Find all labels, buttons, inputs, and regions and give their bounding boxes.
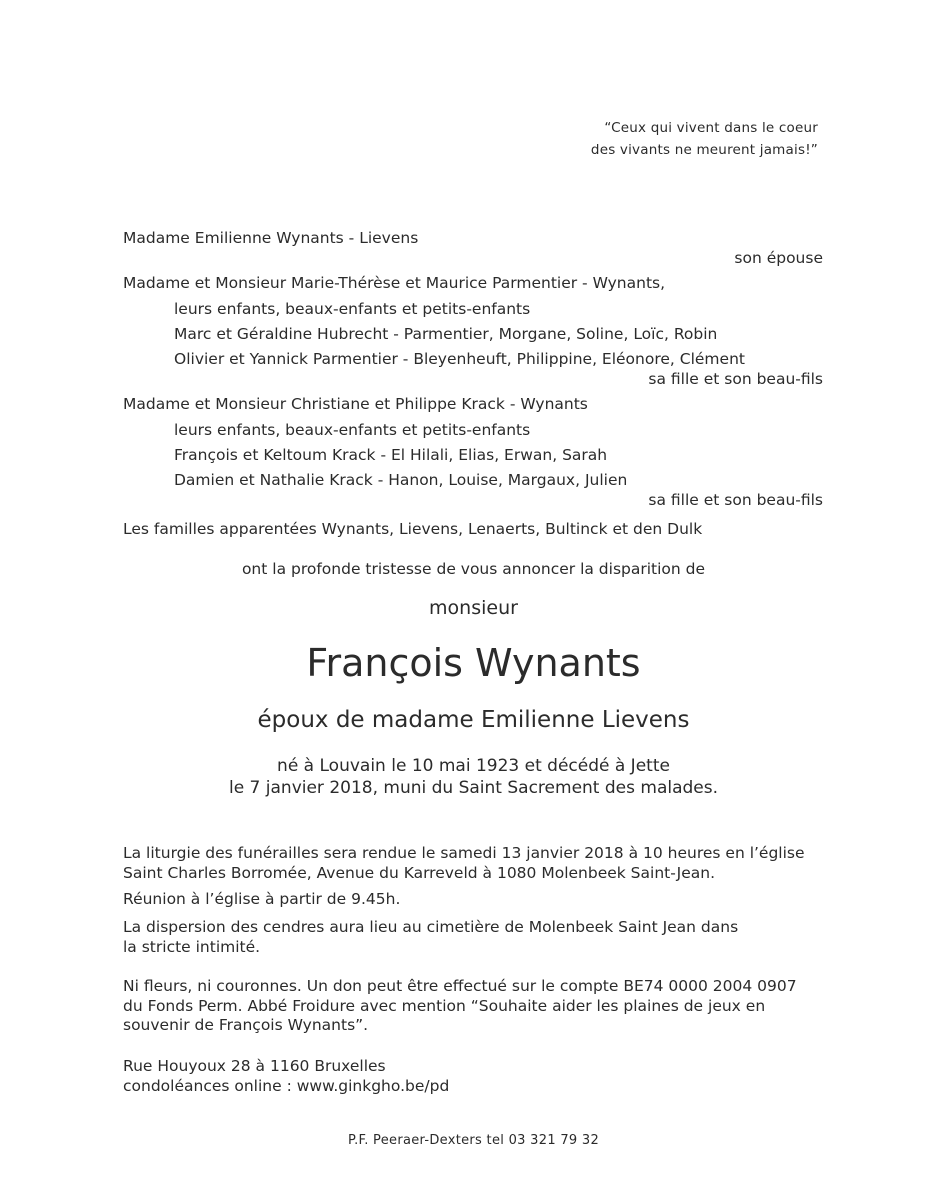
meeting-line: Réunion à l’église à partir de 9.45h.: [123, 890, 401, 908]
family-daughter1-line-b: Olivier et Yannick Parmentier - Bleyenheuft, Philippine, Eléonore, Clément: [174, 350, 745, 368]
ashes-line-2: la stricte intimité.: [123, 937, 261, 956]
family-daughter2-name: Madame et Monsieur Christiane et Philippe Krack - Wynants: [123, 395, 588, 413]
announcement-spouse: époux de madame Emilienne Lievens: [257, 707, 690, 733]
address-line: Rue Houyoux 28 à 1160 Bruxelles: [123, 1057, 386, 1075]
announcement-title: monsieur: [429, 597, 518, 619]
liturgy-line-2: Saint Charles Borromée, Avenue du Karreveld à 1080 Molenbeek Saint-Jean.: [123, 863, 716, 882]
family-daughter2-relation: sa fille et son beau-fils: [648, 491, 823, 509]
ashes-paragraph: [123, 918, 833, 957]
announcement-dates: [0, 755, 947, 799]
liturgy-paragraph: [123, 844, 833, 883]
family-daughter1-relation: sa fille et son beau-fils: [648, 370, 823, 388]
contact-paragraph: [123, 1057, 833, 1096]
dates-line-2: le 7 janvier 2018, muni du Saint Sacrement des malades.: [228, 778, 719, 798]
family-daughter2-line-b: Damien et Nathalie Krack - Hanon, Louise, Margaux, Julien: [174, 471, 628, 489]
deceased-name: François Wynants: [306, 641, 641, 685]
family-spouse-name: Madame Emilienne Wynants - Lievens: [123, 229, 419, 247]
family-daughter1-line-a: Marc et Géraldine Hubrecht - Parmentier, Morgane, Soline, Loïc, Robin: [174, 325, 718, 343]
dates-line-1: né à Louvain le 10 mai 1923 et décédé à Jette: [277, 756, 670, 776]
condolences-line: condoléances online : www.ginkgho.be/pd: [123, 1076, 450, 1095]
liturgy-line-1: La liturgie des funérailles sera rendue le samedi 13 janvier 2018 à 10 heures en l’église: [123, 844, 805, 862]
donation-paragraph: [123, 977, 833, 1036]
donation-line-1: Ni fleurs, ni couronnes. Un don peut être effectué sur le compte BE74 0000 2004 0907: [123, 977, 797, 995]
epigraph-line-2: des vivants ne meurent jamais!”: [590, 142, 818, 158]
family-related: Les familles apparentées Wynants, Lievens, Lenaerts, Bultinck et den Dulk: [123, 520, 703, 538]
family-daughter1-descendants: leurs enfants, beaux-enfants et petits-enfants: [174, 300, 531, 318]
funeral-home-footer: P.F. Peeraer-Dexters tel 03 321 79 32: [347, 1133, 600, 1148]
donation-line-3: souvenir de François Wynants”.: [123, 1016, 369, 1034]
family-spouse-relation: son épouse: [734, 249, 823, 267]
announcement-intro: ont la profonde tristesse de vous annoncer la disparition de: [241, 560, 706, 578]
family-daughter1-name: Madame et Monsieur Marie-Thérèse et Maurice Parmentier - Wynants,: [123, 274, 666, 292]
family-daughter2-descendants: leurs enfants, beaux-enfants et petits-enfants: [174, 421, 531, 439]
meeting-paragraph: [123, 890, 833, 910]
family-daughter2-line-a: François et Keltoum Krack - El Hilali, Elias, Erwan, Sarah: [174, 446, 608, 464]
ashes-line-1: La dispersion des cendres aura lieu au cimetière de Molenbeek Saint Jean dans: [123, 918, 739, 936]
donation-line-2: du Fonds Perm. Abbé Froidure avec mention “Souhaite aider les plaines de jeux en: [123, 996, 766, 1015]
epigraph-line-1: “Ceux qui vivent dans le coeur: [604, 120, 818, 136]
